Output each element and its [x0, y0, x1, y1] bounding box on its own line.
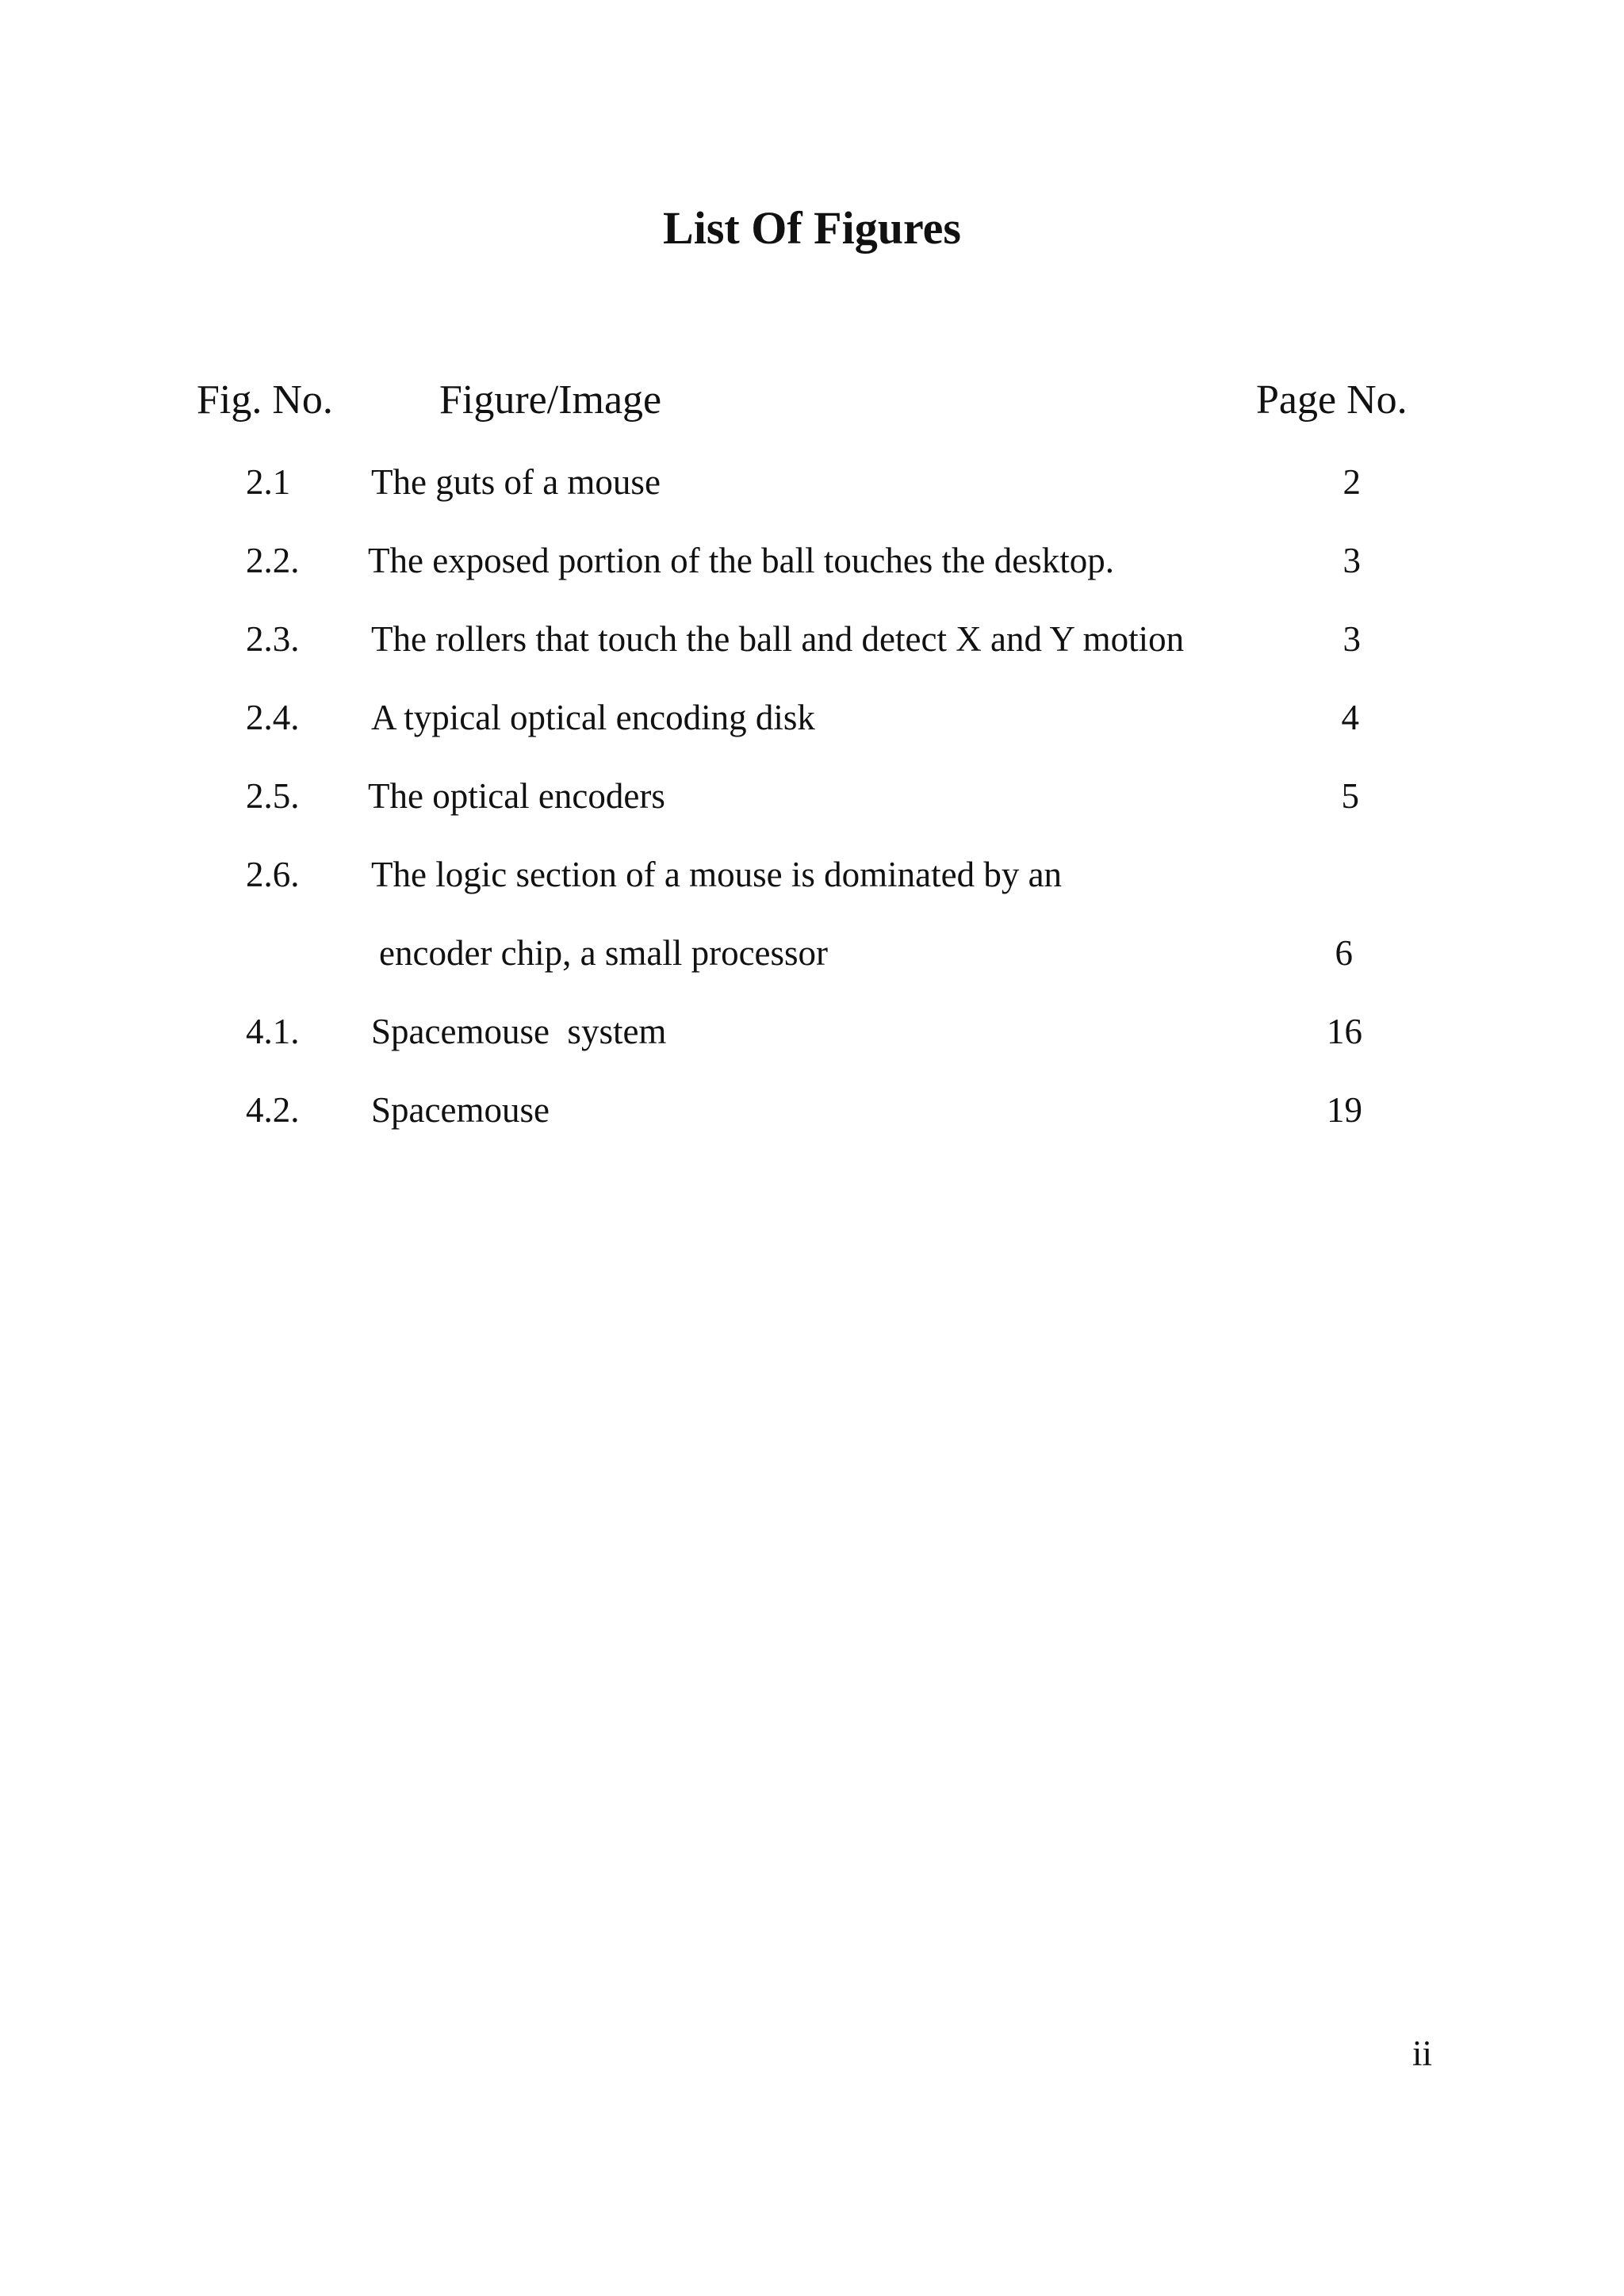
- figure-number: 2.1: [246, 462, 291, 502]
- page-title: List Of Figures: [663, 202, 961, 254]
- figure-number: 4.1.: [246, 1012, 300, 1051]
- list-item: [0, 1086, 1624, 1134]
- figure-title: The exposed portion of the ball touches the desktop.: [368, 541, 1115, 580]
- column-header-row: [0, 373, 1624, 428]
- figure-number: 2.5.: [246, 776, 300, 816]
- figure-number: 2.6.: [246, 855, 300, 894]
- list-item: [0, 458, 1624, 506]
- list-item: [0, 537, 1624, 584]
- figure-title: The logic section of a mouse is dominated by an: [371, 855, 1063, 894]
- list-item: [0, 615, 1624, 663]
- figure-page: 2: [1342, 462, 1361, 502]
- list-item: [0, 1008, 1624, 1055]
- figure-page: 4: [1341, 698, 1359, 737]
- figure-title: A typical optical encoding disk: [371, 698, 815, 737]
- page-number: ii: [1411, 2034, 1432, 2073]
- list-item: [0, 851, 1624, 898]
- list-item: [0, 772, 1624, 820]
- figure-title: The optical encoders: [368, 776, 665, 816]
- list-item: [0, 694, 1624, 741]
- figure-number: 4.2.: [246, 1090, 300, 1130]
- figure-title-continuation: encoder chip, a small processor: [379, 933, 829, 973]
- column-header-figure: Figure/Image: [439, 377, 662, 423]
- figure-title: The rollers that touch the ball and detect X and Y motion: [371, 619, 1185, 659]
- figure-title: Spacemouse system: [371, 1012, 667, 1051]
- figure-number: 2.3.: [246, 619, 300, 659]
- figure-page: 6: [1335, 933, 1353, 973]
- figure-page: 3: [1342, 619, 1361, 659]
- figure-title: The guts of a mouse: [371, 462, 661, 502]
- figure-number: 2.2.: [246, 541, 300, 580]
- figure-page: 19: [1327, 1090, 1362, 1130]
- figure-page: 16: [1327, 1012, 1362, 1051]
- column-header-fig-no: Fig. No.: [197, 377, 333, 423]
- list-item-continuation: [0, 929, 1624, 977]
- figure-title: Spacemouse: [371, 1090, 550, 1130]
- figure-page: 3: [1342, 541, 1361, 580]
- column-header-page-no: Page No.: [1256, 377, 1408, 423]
- figure-number: 2.4.: [246, 698, 300, 737]
- figure-page: 5: [1341, 776, 1359, 816]
